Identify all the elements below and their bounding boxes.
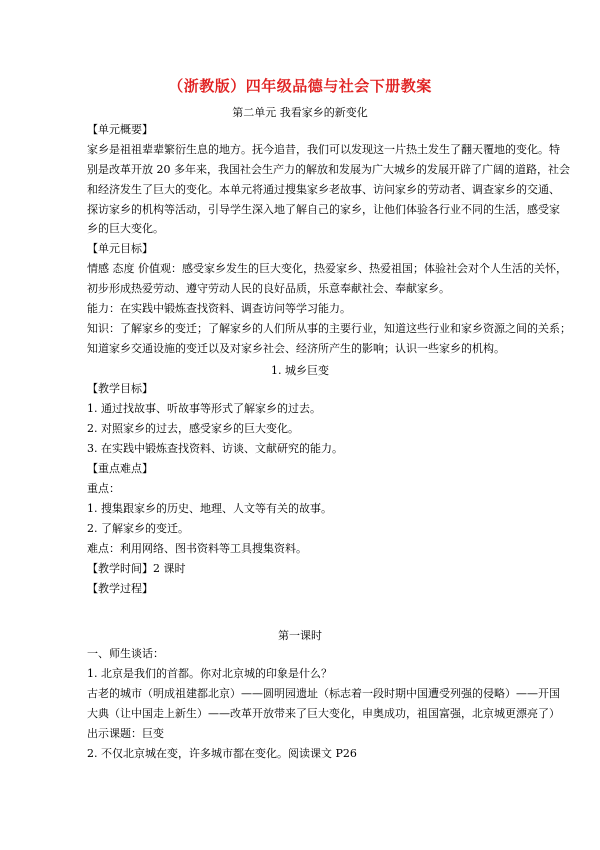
teach-goal-item: 1. 通过找故事、听故事等形式了解家乡的过去。 [87,402,321,415]
unit-title: 第二单元 我看家乡的新变化 [232,106,368,119]
process-heading: 【教学过程】 [87,582,153,595]
goal-line: 知识：了解家乡的变迁；了解家乡的人们所从事的主要行业，知道这些行业和家乡资源之间的关系； [87,322,571,335]
difficulty-line: 难点：利用网络、图书资料等工具搜集资料。 [87,542,307,555]
overview-line: 家乡是祖祖辈辈繁衍生息的地方。抚今追昔，我们可以发现这一片热土发生了翻天覆地的变化。特 [87,143,560,156]
overview-line: 和经济发生了巨大的变化。本单元将通过搜集家乡老故事、访问家乡的劳动者、调查家乡的交通、 [87,183,560,196]
unit-goals-heading: 【单元目标】 [87,242,153,255]
lesson-title: 1. 城乡巨变 [271,364,329,377]
unit-overview-heading: 【单元概要】 [87,123,153,136]
key-point-item: 2. 了解家乡的变迁。 [87,522,189,535]
key-point-item: 1. 搜集跟家乡的历史、地理、人文等有关的故事。 [87,502,332,515]
goal-line: 初步形成热爱劳动、遵守劳动人民的良好品质，乐意奉献社会、奉献家乡。 [87,282,450,295]
goal-line: 情感 态度 价值观：感受家乡发生的巨大变化，热爱家乡、热爱祖国；体验社会对个人生活的关怀， [87,262,567,275]
period-title: 第一课时 [278,629,322,642]
goal-line: 知道家乡交通设施的变迁以及对家乡社会、经济所产生的影响；认识一些家乡的机构。 [87,342,505,355]
process-line: 2. 不仅北京城在变，许多城市都在变化。阅读课文 P26 [87,747,357,760]
key-points-heading: 【重点难点】 [87,462,153,475]
overview-line: 别是改革开放 20 多年来，我国社会生产力的解放和发展为广大城乡的发展开辟了广阔的道路，社会 [87,163,570,176]
key-label: 重点： [87,482,120,495]
teach-time: 【教学时间】2 课时 [87,562,186,575]
process-line: 一、师生谈话： [87,647,164,660]
goal-line: 能力：在实践中锻炼查找资料、调查访问等学习能力。 [87,302,351,315]
teach-goal-item: 2. 对照家乡的过去，感受家乡的巨大变化。 [87,422,299,435]
process-line: 出示课题：巨变 [87,727,164,740]
overview-line: 探访家乡的机构等活动，引导学生深入地了解自己的家乡，让他们体验各行业不同的生活，感受家 [87,203,560,216]
teach-goals-heading: 【教学目标】 [87,382,153,395]
teach-goal-item: 3. 在实践中锻炼查找资料、访谈、文献研究的能力。 [87,442,343,455]
process-line: 古老的城市（明成祖建都北京）——圆明园遗址（标志着一段时期中国遭受列强的侵略）——开国 [87,687,560,700]
overview-line: 乡的巨大变化。 [87,222,164,235]
document-title: （浙教版）四年级品德与社会下册教案 [168,77,432,95]
process-line: 大典（让中国走上新生）——改革开放带来了巨大变化，申奥成功，祖国富强，北京城更漂亮了） [87,707,560,720]
process-line: 1. 北京是我们的首都。你对北京城的印象是什么？ [87,667,332,680]
